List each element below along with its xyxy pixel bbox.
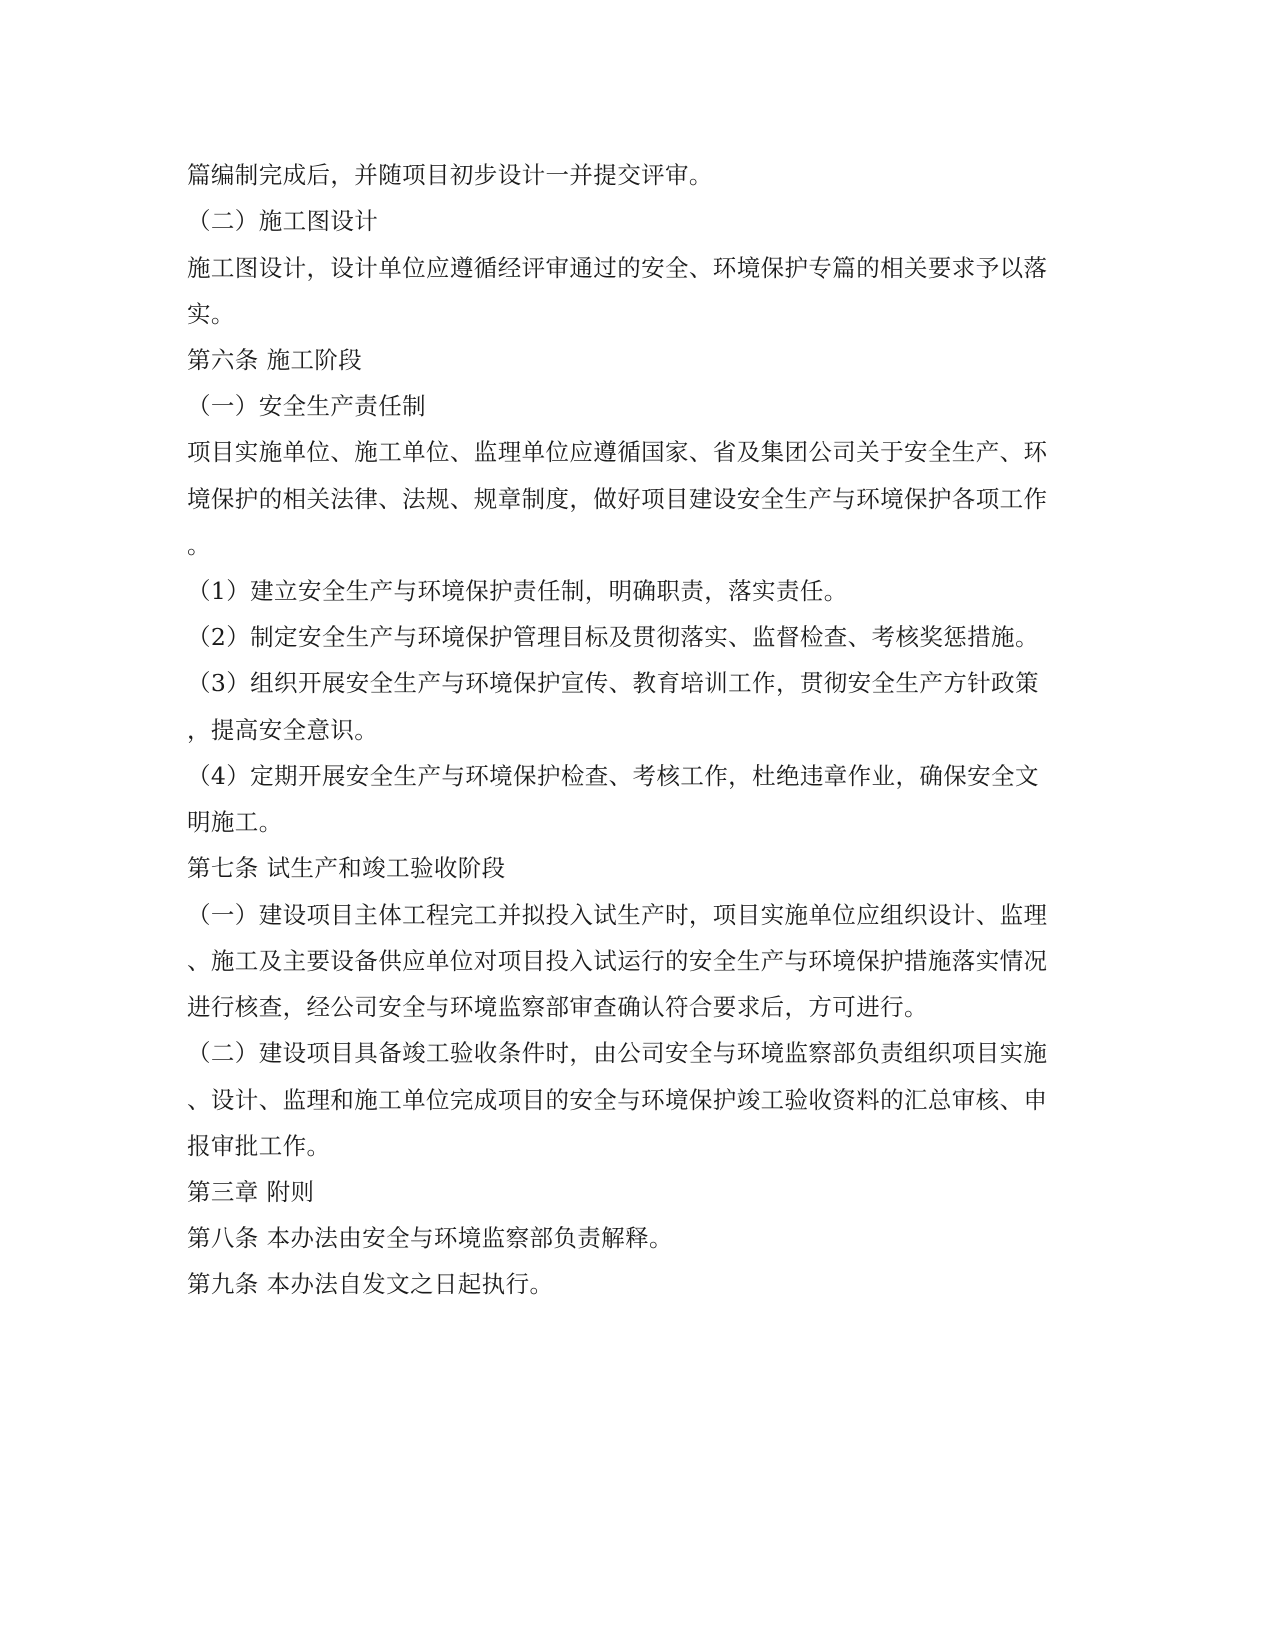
text-line: 、施工及主要设备供应单位对项目投入试运行的安全生产与环境保护措施落实情况 [187,947,1048,975]
text-line: 境保护的相关法律、法规、规章制度，做好项目建设安全生产与环境保护各项工作 [187,485,1048,513]
text-line: （二）施工图设计 [187,207,379,235]
text-line: 第六条 施工阶段 [187,346,363,374]
text-line: 施工图设计，设计单位应遵循经评审通过的安全、环境保护专篇的相关要求予以落 [187,254,1048,282]
text-line: 第七条 试生产和竣工验收阶段 [187,854,506,882]
text-line: （3）组织开展安全生产与环境保护宣传、教育培训工作，贯彻安全生产方针政策 [187,669,1039,697]
text-line: 实。 [187,300,235,328]
text-line: 进行核查，经公司安全与环境监察部审查确认符合要求后，方可进行。 [187,993,928,1021]
text-line: 第八条 本办法由安全与环境监察部负责解释。 [187,1224,673,1252]
text-line: 报审批工作。 [187,1132,331,1160]
text-line: （1）建立安全生产与环境保护责任制，明确职责，落实责任。 [187,577,848,605]
text-line: 篇编制完成后，并随项目初步设计一并提交评审。 [187,161,713,189]
text-line: 、设计、监理和施工单位完成项目的安全与环境保护竣工验收资料的汇总审核、申 [187,1086,1048,1114]
text-line: ，提高安全意识。 [187,716,379,744]
text-line: 第三章 附则 [187,1178,315,1206]
text-line: （一）建设项目主体工程完工并拟投入试生产时，项目实施单位应组织设计、监理 [187,901,1048,929]
text-line: 明施工。 [187,808,283,836]
text-line: （4）定期开展安全生产与环境保护检查、考核工作，杜绝违章作业，确保安全文 [187,762,1039,790]
text-line: 第九条 本办法自发文之日起执行。 [187,1270,554,1298]
text-line: （2）制定安全生产与环境保护管理目标及贯彻落实、监督检查、考核奖惩措施。 [187,623,1039,651]
text-line: 项目实施单位、施工单位、监理单位应遵循国家、省及集团公司关于安全生产、环 [187,438,1048,466]
text-line: （一）安全生产责任制 [187,392,426,420]
text-line: （二）建设项目具备竣工验收条件时，由公司安全与环境监察部负责组织项目实施 [187,1039,1048,1067]
text-line: 。 [187,531,211,559]
